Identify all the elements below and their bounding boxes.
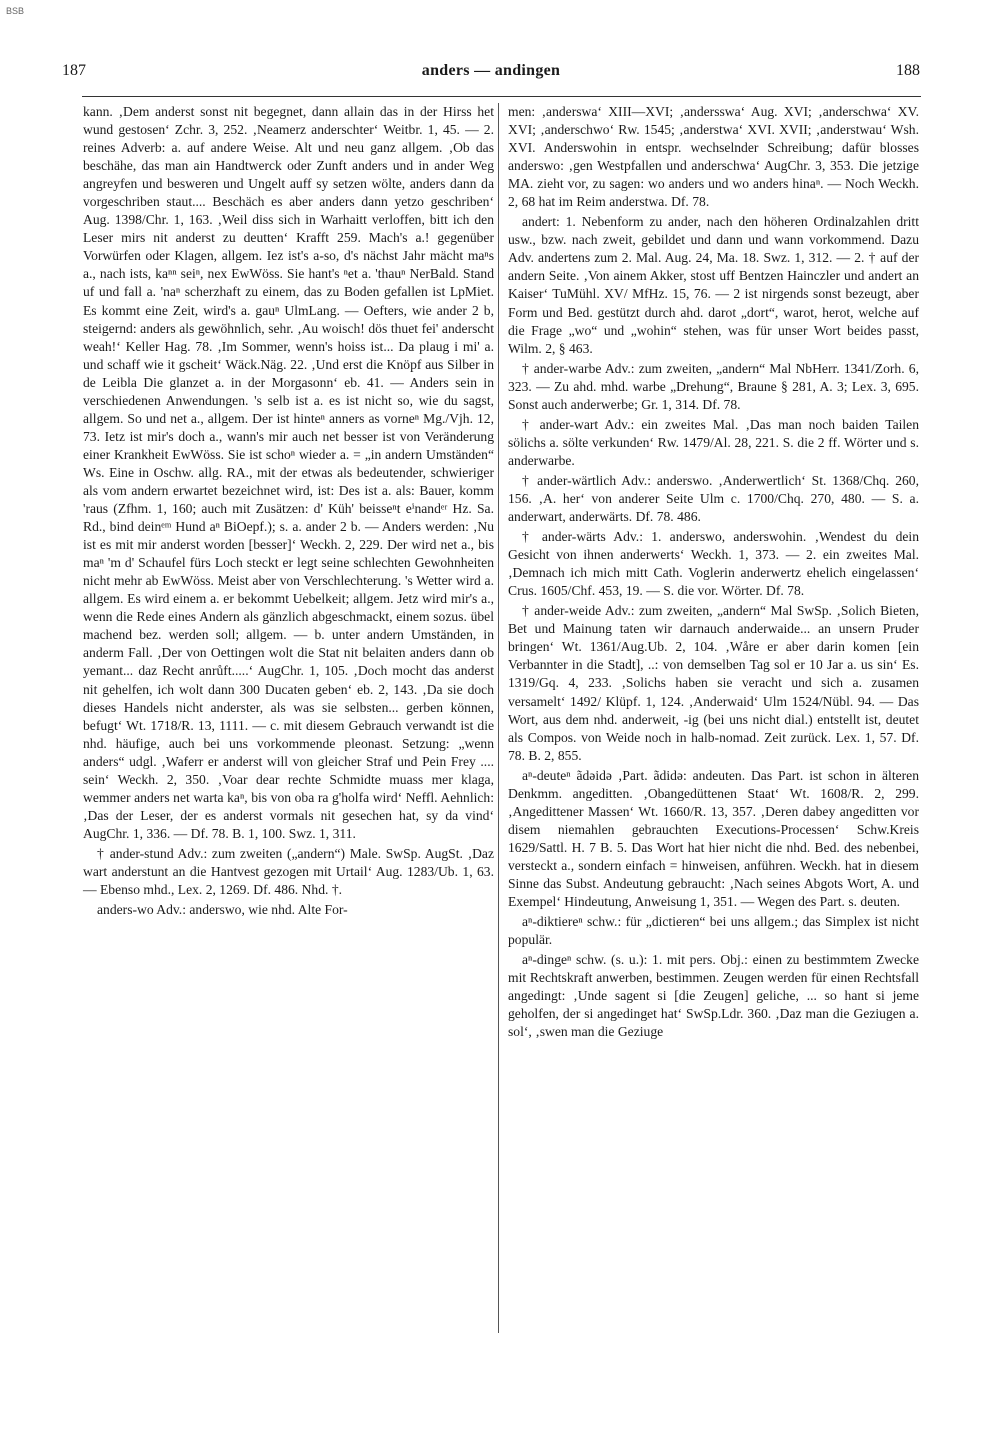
right-page-number: 188 bbox=[896, 62, 920, 79]
entry-anders-wo-continuation: men: ‚anderswa‘ XIII—XVI; ‚andersswa‘ Aug. XVI; ‚anderschwa‘ XV. XVI; ‚anderschwo‘ Rw. 1545; ‚anderstwa‘ XVI. XVII; ‚anderstwau‘ Wsh. XVI. Anderswohin in entspr. wechselnder Schreibung; dafür blosses anderswo: ‚gen Westpfallen und anderschwa‘ AugChr. 3, 353. Die jetzige MA. zieht vor, zu sagen: wo anders und wo anders hinaⁿ. — Noch Weckh. 2, 68 hat im Reim anderstwa. Df. 78. bbox=[508, 104, 919, 210]
entry-an-diktieren: aⁿ-diktiereⁿ schw.: für „dictieren“ bei uns allgem.; das Simplex ist nicht populär. bbox=[508, 914, 919, 948]
entry-an-deuten: aⁿ-deuteⁿ ãdəidə ‚Part. ãdidə: andeuten. Das Part. ist schon in älteren Denkmm. angeditten. ‚Obangedüttenen Staat‘ Wt. 1608/R. 2, 299. ‚Angedittener Massen‘ Wt. 1660/R. 13, 357. ‚Deren dabey angeditten vor disem niemahlen gebrauchten Executions-Processen‘ Schw.Kreis 1629/Sattl. H. 7 B. 5. Das Wort hat hier nicht die nhd. Bed. des nebenbei, versteckt a., sondern einfach = hinweisen, anführen. Weckh. hat in diesem Sinne das Subst. Andeutung gebraucht: ‚Nach seines Abgots Wort, A. und Exempel‘ Hindeutung, Anweisung 1, 351. — Wegen des Part. s. deuten. bbox=[508, 767, 919, 910]
column-divider bbox=[498, 103, 499, 1333]
entry-ander-waertlich: † ander-wärtlich Adv.: anderswo. ‚Anderwertlich‘ St. 1368/Chq. 260, 156. ‚A. her‘ von anderer Seite Ulm c. 1700/Chq. 270, 480. — S. a. anderwart, anderwärts. Df. 78. 486. bbox=[508, 472, 919, 525]
right-column bbox=[508, 103, 919, 1041]
running-title: anders — andingen bbox=[421, 62, 561, 79]
left-column bbox=[83, 103, 494, 919]
entry-ander-waerts: † ander-wärts Adv.: 1. anderswo, anderswohin. ‚Wendest du dein Gesicht von ihnen anderwerts‘ Weckh. 1, 373. — 2. ein zweites Mal. ‚Demnach ich mich mitt Cath. Voglerin anderwertz ehelich eingelassen‘ Crus. 1605/Chf. 453, 19. — S. die vor. Wörter. Df. 78. bbox=[508, 529, 919, 599]
library-watermark: BSB bbox=[6, 6, 25, 16]
entry-ander-weide: † ander-weide Adv.: zum zweiten, „andern“ Mal SwSp. ‚Solich Bieten, Bet und Mainung taten wir darnauch anderwaide... an unsern Pruder bringen‘ Wt. 1361/Aug.Ub. 2, 104. ‚Wåre er aber darin komen [ein Verbannter in die Stadt], ..: von demselben Tag sol er 10 Jar a. us sin‘ Es. 1319/Gq. 4, 233. ‚Solichs haben sie veracht und sich a. zusamen versamelt‘ 1492/ Klüpf. 1, 124. ‚Anderwaid‘ Ulm 1524/Nübl. 94. — Das Wort, aus dem nhd. anderweit, -ig (bei uns nicht dial.) entstellt ist, deutet als Compos. von Weide noch in halb-nomad. Zeit zurück. Lex. 1, 57. Df. 78. B. 2, 855. bbox=[508, 603, 919, 763]
entry-an-dingen: aⁿ-dingeⁿ schw. (s. u.): 1. mit pers. Obj.: einen zu bestimmtem Zwecke mit Rechtskraft anwerben, bestimmen. Zeugen werden für einen Rechtsfall angedingt: ‚Unde sagent si [die Zeugen] geliche, ... so hant si jeme geholfen, der si angedinget hat‘ SwSp.Ldr. 360. ‚Daz man die Geziugen a. sol‘, ‚swen man die Geziuge bbox=[508, 952, 919, 1040]
header-rule bbox=[82, 96, 921, 97]
left-page-number: 187 bbox=[62, 62, 86, 79]
entry-anders-continuation: kann. ‚Dem anderst sonst nit begegnet, dann allain das in der Hirss het wund gestosen‘ Zchr. 3, 252. ‚Neamerz anderschter‘ Weitbr. 1, 45. — 2. reines Adverb: a. auf andere Weise. Alt und neu ganz allgem. ‚Ob das beschähe, das man ain Handtwerck oder Zunft anders und in ander Weg angreyfen und besweren und Ungelt auff sy setzen wölte, anders dann da vorgeschriben staut.... Beschäch es aber anders dann yetzo geschriben‘ Aug. 1398/Chr. 1, 163. ‚Weil diss sich in Warhaitt verloffen, bitt ich den Leser mirs nit anderst zu deutten‘ Krafft 259. Mach's a.! gegenüber Vorwürfen oder Klagen, allgem. Iez ist's a-so, d's nächst Jahr mächt maⁿs a., nach ists, kaⁿⁿ seiⁿ, nex EwWöss. Sie hant's ⁿet a. 'thauⁿ NerBald. Stand uf und fall a. 'naⁿ scherzhaft zu einem, das zu Boden gefallen ist LpMiet. Es kommt eine Zeit, wird's a. gauⁿ UlmLang. — Oefters, wie ander 2 b, steigernd: anders als gewöhnlich, sehr. ‚Au woisch! dös thuet fei' anderscht weah!‘ Keller Hag. 78. ‚Im Sommer, wenn's hoiss ist... Da plaug i mi' a. und schaff wie it gscheit‘ Wäck.Näg. 22. ‚Und erst die Knöpf aus Silber in de Leibla Die glanzet a. in der Morgasonn‘ eb. 41. — Anders sein in verschiedenen Anwendungen. 's selb ist a. es ist nicht so, wie du sagst, allgem. So und net a., allgem. Der ist hinteⁿ anners as vorneⁿ Mg./Vjh. 12, 73. Ietz ist mir's doch a., wann's mir auch net besser ist von Veränderung einer Krankheit EwWöss. Sie ist schoⁿ wieder a. = „in andern Umständen“ Ws. Eine in Oschw. allg. RA., mit der etwas als bedeutender, schwieriger als vom andern erwartet bezeichnet wird, ist: Des ist a. als: Bauer, komm 'raus (Zfhm. 1, 160; auch mit Zusätzen: d' Küh' beisseⁿt eⁱnandᵉʳ Hz. Sa. Rd., bind deinᵉᵐ Hund aⁿ BiOepf.); s. a. ander 2 b. — Anders werden: ‚Nu ist es mit mir anderst worden [besser]‘ Weckh. 2, 229. Der wird net a., bis maⁿ 'm d' Schaufel fürs Loch steckt er legt seine schlechten Gewohnheiten nicht mehr ab EwWöss. Meist aber von Verschlechterung. 's Wetter wird a. allgem. Es wird einem a. er bekommt Uebelkeit; allgem. Jetz wird mir's a., wenn die Rede eines Andern als gänzlich abgeschmackt, einem sozus. übel machend bez. werden soll; allgem. — b. unter andern Umständen, in anderm Fall. ‚Der von Oettingen wolt die Stat nit belaiten anders dann ob yemant... daz Recht anrůft.....‘ AugChr. 1, 105. ‚Doch mocht das anderst nit gehelfen, ich wolt dann 300 Ducaten geben‘ eb. 2, 143. ‚Da sie doch dieses Handels nicht anderster, als was sie selbsten... gerben können, befugt‘ Wt. 1718/R. 13, 1111. — c. mit diesem Gebrauch verwandt ist die nhd. häufige, auch bei uns vorkommende pleonast. Setzung: „wenn anders“ udgl. ‚Waferr er anderst will von gleicher Straf und Pein Frey .... sein‘ Weckh. 2, 350. ‚Voar dear rechte Schmidte muass mer klaga, wemmer anders net warta kaⁿ, bis von oba ra g'holfa wird‘ Neffl. Aehnlich: ‚Das der Leser, der es anderst vormals nit gesechen hat, sy da vind‘ AugChr. 1, 336. — Df. 78. B. 1, 100. Swz. 1, 311. bbox=[83, 104, 494, 841]
entry-ander-stund: † ander-stund Adv.: zum zweiten („andern“) Male. SwSp. AugSt. ‚Daz wart anderstunt an die Hantvest gezogen mit Urtail‘ Aug. 1283/Ub. 1, 63. — Ebenso mhd., Lex. 2, 1269. Df. 486. Nhd. †. bbox=[83, 845, 494, 898]
entry-anders-wo: anders-wo Adv.: anderswo, wie nhd. Alte For- bbox=[97, 902, 348, 918]
entry-andert: andert: 1. Nebenform zu ander, nach den höheren Ordinalzahlen dritt usw., bzw. nach zweit, gebildet und dann und wann vorkommend. Dazu Adv. andertens zum 2. Mal. Aug. 24, Ma. 18. Swz. 1, 312. — 2. † auf der andern Seite. ‚Von ainem Akker, stost uff Bentzen Hainczler und andert an Kaiser‘ TuMühl. XV/ MfHz. 15, 76. — 2 ist nirgends sonst bezeugt, aber Form und Bed. gestützt durch ahd. darot „dort“, warot, herot, welche auf die Frage „wo“ und „wohin“ stehen, was für unser Wort beides passt, Wilm. 2, § 463. bbox=[508, 214, 919, 356]
entry-ander-wart: † ander-wart Adv.: ein zweites Mal. ‚Das man noch baiden Tailen sölichs a. sölte verkunden‘ Rw. 1479/Al. 28, 221. S. die 2 ff. Wörter und s. anderwarbe. bbox=[508, 416, 919, 468]
entry-ander-warbe: † ander-warbe Adv.: zum zweiten, „andern“ Mal NbHerr. 1341/Zorh. 6, 323. — Zu ahd. mhd. warbe „Drehung“, Braune § 281, A. 3; Lex. 3, 695. Sonst auch anderwerbe; Gr. 1, 314. Df. 78. bbox=[508, 360, 919, 412]
page-header bbox=[62, 62, 920, 90]
